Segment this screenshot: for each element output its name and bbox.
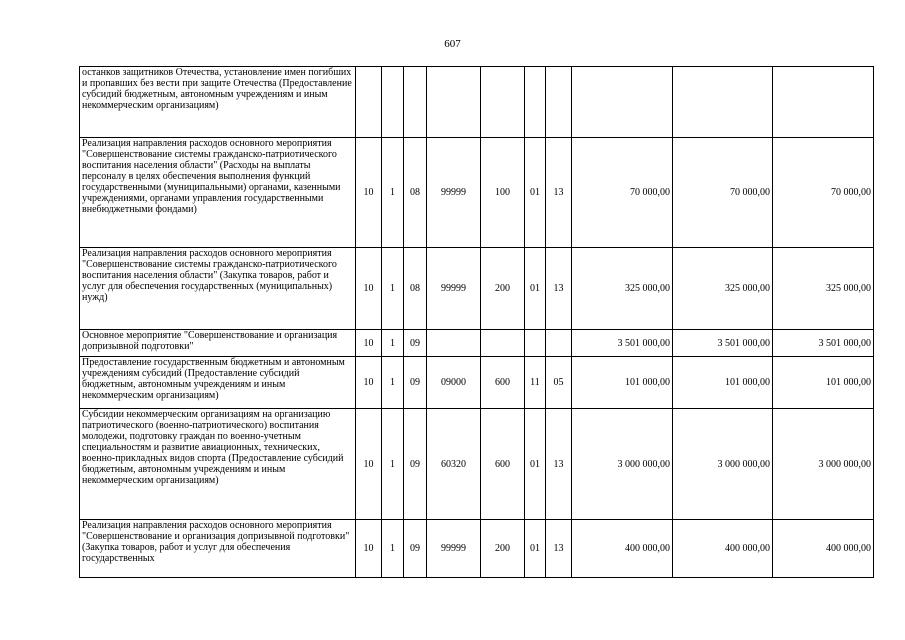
code-subsection: 13 xyxy=(546,520,572,578)
code-expense-type xyxy=(481,330,525,357)
code-section: 01 xyxy=(525,409,546,520)
code-event: 09 xyxy=(404,330,427,357)
code-section xyxy=(525,67,546,138)
code-program: 10 xyxy=(356,409,382,520)
code-event xyxy=(404,67,427,138)
code-subsection xyxy=(546,67,572,138)
code-section: 11 xyxy=(525,357,546,409)
code-section: 01 xyxy=(525,248,546,330)
code-direction: 09000 xyxy=(427,357,481,409)
code-direction: 99999 xyxy=(427,520,481,578)
row-description: Реализация направления расходов основного мероприятия "Совершенствование системы гражданско-патриотического воспитания населения области" (Расходы на выплаты персоналу в целях обеспечения выполнения функций государственными (муниципальными) органами, казенными учреждениями, органами управления государственными внебюджетными фондами) xyxy=(80,138,356,248)
row-description: Субсидии некоммерческим организациям на организацию патриотического (военно-патриотического) воспитания молодежи, подготовку граждан по военно-учетным специальностям и развитие авиационных, технических, военно-прикладных видов спорта (Предоставление субсидий бюджетным, автономным учреждениям и иным некоммерческим организациям) xyxy=(80,409,356,520)
code-expense-type: 100 xyxy=(481,138,525,248)
code-program: 10 xyxy=(356,520,382,578)
code-subprogram: 1 xyxy=(382,248,404,330)
page-number: 607 xyxy=(444,38,461,50)
row-description: Предоставление государственным бюджетным и автономным учреждениям субсидий (Предоставление субсидий бюджетным, автономным учреждениям и иным некоммерческим организациям) xyxy=(80,357,356,409)
code-expense-type: 200 xyxy=(481,248,525,330)
amount-year-2: 70 000,00 xyxy=(673,138,773,248)
amount-year-1 xyxy=(572,67,673,138)
table-row xyxy=(80,409,874,520)
row-description: Реализация направления расходов основного мероприятия "Совершенствование и организация допризывной подготовки" (Закупка товаров, работ и услуг для обеспечения государственных xyxy=(80,520,356,578)
code-program: 10 xyxy=(356,357,382,409)
row-description: Основное мероприятие "Совершенствование и организация допризывной подготовки" xyxy=(80,330,356,357)
code-event: 08 xyxy=(404,138,427,248)
table-row xyxy=(80,67,874,138)
code-expense-type: 600 xyxy=(481,409,525,520)
code-program: 10 xyxy=(356,248,382,330)
amount-year-1: 70 000,00 xyxy=(572,138,673,248)
code-program: 10 xyxy=(356,330,382,357)
code-subsection: 05 xyxy=(546,357,572,409)
amount-year-2: 3 501 000,00 xyxy=(673,330,773,357)
table-row xyxy=(80,357,874,409)
code-event: 09 xyxy=(404,357,427,409)
amount-year-3: 325 000,00 xyxy=(773,248,874,330)
code-subsection xyxy=(546,330,572,357)
row-description: останков защитников Отечества, установление имен погибших и пропавших без вести при защите Отечества (Предоставление субсидий бюджетным, автономным учреждениям и иным некоммерческим организациям) xyxy=(80,67,356,138)
amount-year-2: 400 000,00 xyxy=(673,520,773,578)
code-subsection: 13 xyxy=(546,138,572,248)
code-subprogram: 1 xyxy=(382,138,404,248)
amount-year-3: 70 000,00 xyxy=(773,138,874,248)
table-row xyxy=(80,138,874,248)
code-direction: 60320 xyxy=(427,409,481,520)
amount-year-2 xyxy=(673,67,773,138)
code-direction: 99999 xyxy=(427,248,481,330)
code-event: 08 xyxy=(404,248,427,330)
amount-year-3: 400 000,00 xyxy=(773,520,874,578)
amount-year-2: 101 000,00 xyxy=(673,357,773,409)
code-event: 09 xyxy=(404,520,427,578)
code-program xyxy=(356,67,382,138)
code-subsection: 13 xyxy=(546,248,572,330)
amount-year-1: 400 000,00 xyxy=(572,520,673,578)
amount-year-3: 3 501 000,00 xyxy=(773,330,874,357)
code-direction xyxy=(427,330,481,357)
code-program: 10 xyxy=(356,138,382,248)
table-row xyxy=(80,520,874,578)
amount-year-3: 3 000 000,00 xyxy=(773,409,874,520)
amount-year-2: 325 000,00 xyxy=(673,248,773,330)
code-event: 09 xyxy=(404,409,427,520)
code-subprogram: 1 xyxy=(382,409,404,520)
amount-year-2: 3 000 000,00 xyxy=(673,409,773,520)
code-expense-type xyxy=(481,67,525,138)
amount-year-1: 325 000,00 xyxy=(572,248,673,330)
amount-year-1: 3 501 000,00 xyxy=(572,330,673,357)
code-direction xyxy=(427,67,481,138)
table-row xyxy=(80,248,874,330)
code-section xyxy=(525,330,546,357)
table-row xyxy=(80,330,874,357)
amount-year-1: 101 000,00 xyxy=(572,357,673,409)
code-section: 01 xyxy=(525,138,546,248)
code-subprogram xyxy=(382,67,404,138)
amount-year-3 xyxy=(773,67,874,138)
code-subprogram: 1 xyxy=(382,520,404,578)
code-subsection: 13 xyxy=(546,409,572,520)
amount-year-3: 101 000,00 xyxy=(773,357,874,409)
amount-year-1: 3 000 000,00 xyxy=(572,409,673,520)
code-subprogram: 1 xyxy=(382,357,404,409)
code-expense-type: 200 xyxy=(481,520,525,578)
code-section: 01 xyxy=(525,520,546,578)
code-expense-type: 600 xyxy=(481,357,525,409)
budget-table xyxy=(79,66,874,578)
code-direction: 99999 xyxy=(427,138,481,248)
row-description: Реализация направления расходов основного мероприятия "Совершенствование системы гражданско-патриотического воспитания населения области" (Закупка товаров, работ и услуг для обеспечения государственных (муниципальных) нужд) xyxy=(80,248,356,330)
code-subprogram: 1 xyxy=(382,330,404,357)
